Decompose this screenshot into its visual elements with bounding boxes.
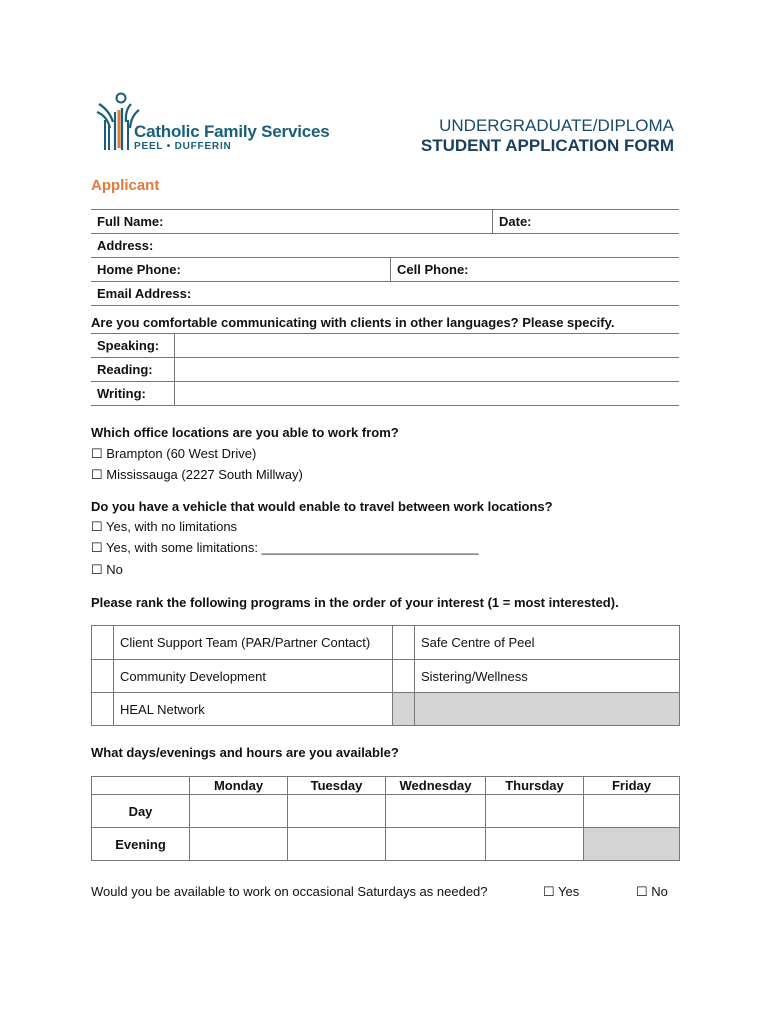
hours-input[interactable]	[486, 828, 584, 861]
checkbox-saturday-no[interactable]: ☐ No	[636, 884, 668, 899]
program-safe-centre: Safe Centre of Peel	[415, 626, 680, 660]
date-field[interactable]: Date:	[499, 214, 532, 229]
divider	[91, 405, 679, 406]
divider	[91, 357, 679, 358]
writing-field[interactable]: Writing:	[97, 386, 146, 401]
checkbox-mississauga[interactable]: ☐ Mississauga (2227 South Millway)	[91, 467, 303, 482]
divider	[91, 333, 679, 334]
hours-input[interactable]	[486, 795, 584, 828]
rank-input[interactable]	[92, 660, 114, 693]
hours-input[interactable]	[190, 828, 288, 861]
corner-cell	[92, 777, 190, 795]
row-label-day: Day	[92, 795, 190, 828]
divider	[492, 209, 493, 233]
availability-table	[91, 776, 680, 861]
day-header-friday: Friday	[584, 777, 680, 795]
divider	[91, 305, 679, 306]
logo-region: PEEL • DUFFERIN	[134, 141, 232, 152]
programs-question: Please rank the following programs in the order of your interest (1 = most interested).	[91, 595, 619, 610]
section-heading-applicant: Applicant	[91, 177, 160, 194]
program-community-development: Community Development	[114, 660, 393, 693]
hours-input[interactable]	[386, 795, 486, 828]
divider	[91, 257, 679, 258]
program-client-support: Client Support Team (PAR/Partner Contact)	[114, 626, 393, 660]
speaking-field[interactable]: Speaking:	[97, 338, 160, 353]
form-title-line1: UNDERGRADUATE/DIPLOMA	[439, 116, 674, 135]
program-sistering-wellness: Sistering/Wellness	[415, 660, 680, 693]
divider	[91, 381, 679, 382]
divider	[91, 233, 679, 234]
full-name-field[interactable]: Full Name:	[97, 214, 164, 229]
vehicle-question: Do you have a vehicle that would enable to travel between work locations?	[91, 499, 553, 514]
divider	[91, 281, 679, 282]
email-field[interactable]: Email Address:	[97, 286, 192, 301]
gray-cell	[415, 693, 680, 726]
hours-input[interactable]	[386, 828, 486, 861]
availability-question: What days/evenings and hours are you available?	[91, 745, 399, 760]
rank-input[interactable]	[92, 693, 114, 726]
day-header-monday: Monday	[190, 777, 288, 795]
checkbox-vehicle-some-limitations[interactable]: ☐ Yes, with some limitations: ______________________________	[91, 540, 479, 555]
day-header-tuesday: Tuesday	[288, 777, 386, 795]
hours-input[interactable]	[288, 795, 386, 828]
rank-input[interactable]	[393, 626, 415, 660]
checkbox-saturday-yes[interactable]: ☐ Yes	[543, 884, 580, 899]
checkbox-vehicle-no[interactable]: ☐ No	[91, 562, 123, 577]
gray-cell	[584, 828, 680, 861]
day-header-wednesday: Wednesday	[386, 777, 486, 795]
divider	[390, 257, 391, 281]
cell-phone-field[interactable]: Cell Phone:	[397, 262, 469, 277]
form-title-line2: STUDENT APPLICATION FORM	[420, 136, 674, 155]
programs-table	[91, 625, 680, 726]
checkbox-vehicle-no-limitations[interactable]: ☐ Yes, with no limitations	[91, 519, 238, 534]
rank-input[interactable]	[92, 626, 114, 660]
hours-input[interactable]	[584, 795, 680, 828]
hours-input[interactable]	[288, 828, 386, 861]
locations-question: Which office locations are you able to work from?	[91, 425, 399, 440]
divider	[174, 333, 175, 405]
languages-question: Are you comfortable communicating with clients in other languages? Please specify.	[91, 315, 615, 330]
program-heal-network: HEAL Network	[114, 693, 393, 726]
home-phone-field[interactable]: Home Phone:	[97, 262, 181, 277]
rank-input[interactable]	[393, 660, 415, 693]
day-header-thursday: Thursday	[486, 777, 584, 795]
checkbox-brampton[interactable]: ☐ Brampton (60 West Drive)	[91, 446, 257, 461]
divider	[91, 209, 679, 210]
logo-name: Catholic Family Services	[134, 122, 330, 141]
gray-cell	[393, 693, 415, 726]
row-label-evening: Evening	[92, 828, 190, 861]
address-field[interactable]: Address:	[97, 238, 154, 253]
saturday-question: Would you be available to work on occasional Saturdays as needed?	[91, 884, 488, 899]
reading-field[interactable]: Reading:	[97, 362, 153, 377]
hours-input[interactable]	[190, 795, 288, 828]
